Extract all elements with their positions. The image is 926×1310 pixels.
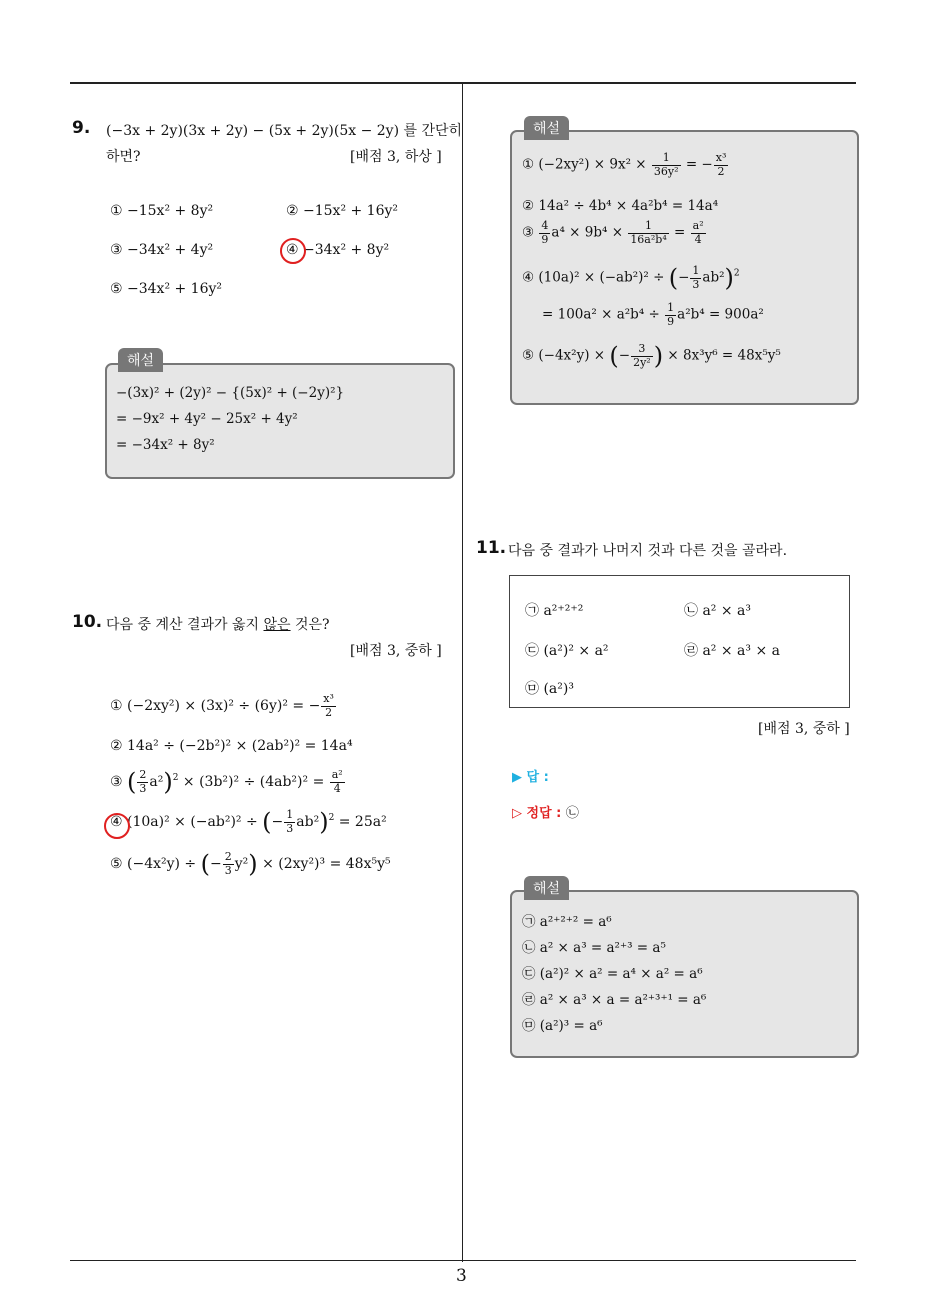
question-11-number: 11.: [476, 538, 507, 558]
q10-explanation-line-2: ② 14a² ÷ 4b⁴ × 4a²b⁴ = 14a⁴: [522, 198, 719, 214]
question-11-score: [배점 3, 중하 ]: [758, 721, 850, 737]
q9-option-2[interactable]: ② −15x² + 16y²: [286, 203, 399, 219]
question-9-number: 9.: [72, 118, 91, 138]
q10-explanation-line-5: ⑤ (−4x²y) × (− $\frac{3}{\text{2y²}}$ ) × 8x³y⁶ = 48x⁵y⁵: [522, 341, 781, 370]
fraction: $\frac{2}{3}$: [224, 849, 232, 877]
q10-option-3[interactable]: ③ ( $\frac{2}{3}$ a²)$^2$ × (3b²)² ÷ (4ab²)² = $\frac{\text{a²}}{4}$: [110, 767, 343, 796]
q11-explanation-line: ㉡ a² × a³ = a²⁺³ = a⁵: [522, 940, 666, 956]
question-10-stem: 다음 중 계산 결과가 옳지 않은 것은?: [106, 617, 330, 633]
q10-option-5[interactable]: ⑤ (−4x²y) ÷ (− $\frac{2}{3}$ y²) × (2xy²)³ = 48x⁵y⁵: [110, 849, 391, 878]
fraction: $\frac{\text{a²}}{4}$: [331, 767, 343, 795]
q9-answer-mark: [280, 238, 306, 264]
q11-item-1: ㉠ a²⁺²⁺²: [525, 603, 584, 619]
q10-option-4[interactable]: ④ (10a)² × (−ab²)² ÷ (− $\frac{1}{3}$ ab²)$^2$ = 25a²: [110, 807, 387, 836]
q11-explanation-line: ㉤ (a²)³ = a⁶: [522, 1018, 603, 1034]
q11-explanation-tag: 해설: [524, 876, 569, 900]
q11-explanation-line: ㉠ a²⁺²⁺² = a⁶: [522, 914, 612, 930]
q9-explanation-line: = −9x² + 4y² − 25x² + 4y²: [116, 411, 298, 427]
correct-answer: ▷ 정답 : ㉡: [512, 806, 579, 821]
q9-explanation-line: −(3x)² + (2y)² − {(5x)² + (−2y)²}: [116, 385, 345, 401]
q10-explanation-line-3: ③ $\frac{4}{9}$ a⁴ × 9b⁴ × $\frac{1}{\text{16a²b⁴}}$ = $\frac{\text{a²}}{4}$: [522, 219, 704, 246]
top-rule: [70, 82, 856, 84]
question-10-number: 10.: [72, 612, 103, 632]
q9-explanation-line: = −34x² + 8y²: [116, 437, 215, 453]
question-9-score: [배점 3, 하상 ]: [350, 149, 442, 165]
fraction: $\frac{2}{3}$: [139, 767, 147, 795]
q11-item-3: ㉢ (a²)² × a²: [525, 643, 609, 659]
q10-option-2[interactable]: ② 14a² ÷ (−2b²)² × (2ab²)² = 14a⁴: [110, 738, 353, 754]
q10-explanation-line-4b: = 100a² × a²b⁴ ÷ $\frac{1}{9}$ a²b⁴ = 900a²: [542, 301, 764, 328]
fraction: $\frac{\text{x³}}{2}$: [323, 692, 334, 719]
q11-item-5: ㉤ (a²)³: [525, 681, 574, 697]
q9-option-1[interactable]: ① −15x² + 8y²: [110, 203, 214, 219]
q9-explanation-tag: 해설: [118, 348, 163, 372]
answer-label: ▶ 답 :: [512, 770, 549, 785]
question-9-stem: (−3x + 2y)(3x + 2y) − (5x + 2y)(5x − 2y) 를 간단히: [106, 123, 463, 139]
fraction: $\frac{1}{3}$: [286, 807, 294, 835]
q10-option-1[interactable]: ① (−2xy²) × (3x)² ÷ (6y)² = − $\frac{\text{x³}}{2}$: [110, 692, 334, 719]
question-9-stem-cont: 하면?: [106, 149, 141, 165]
q10-answer-mark: [104, 813, 130, 839]
q10-explanation-tag: 해설: [524, 116, 569, 140]
q11-item-2: ㉡ a² × a³: [684, 603, 751, 619]
question-11-stem: 다음 중 결과가 나머지 것과 다른 것을 골라라.: [508, 543, 788, 559]
bottom-rule: [70, 1260, 856, 1261]
question-10-score: [배점 3, 중하 ]: [350, 643, 442, 659]
column-divider: [462, 82, 463, 1262]
q9-option-4[interactable]: ④ −34x² + 8y²: [286, 242, 390, 258]
q11-explanation-line: ㉣ a² × a³ × a = a²⁺³⁺¹ = a⁶: [522, 992, 707, 1008]
q11-explanation-line: ㉢ (a²)² × a² = a⁴ × a² = a⁶: [522, 966, 703, 982]
q10-explanation-line-1: ① (−2xy²) × 9x² × $\frac{1}{\text{36y²}}$ = − $\frac{\text{x³}}{2}$: [522, 151, 727, 178]
q9-option-5[interactable]: ⑤ −34x² + 16y²: [110, 281, 223, 297]
q9-option-3[interactable]: ③ −34x² + 4y²: [110, 242, 214, 258]
q11-item-4: ㉣ a² × a³ × a: [684, 643, 780, 659]
page-number: 3: [456, 1266, 467, 1286]
q10-explanation-line-4: ④ (10a)² × (−ab²)² ÷ (− $\frac{1}{3}$ ab²)$^2$: [522, 263, 740, 292]
